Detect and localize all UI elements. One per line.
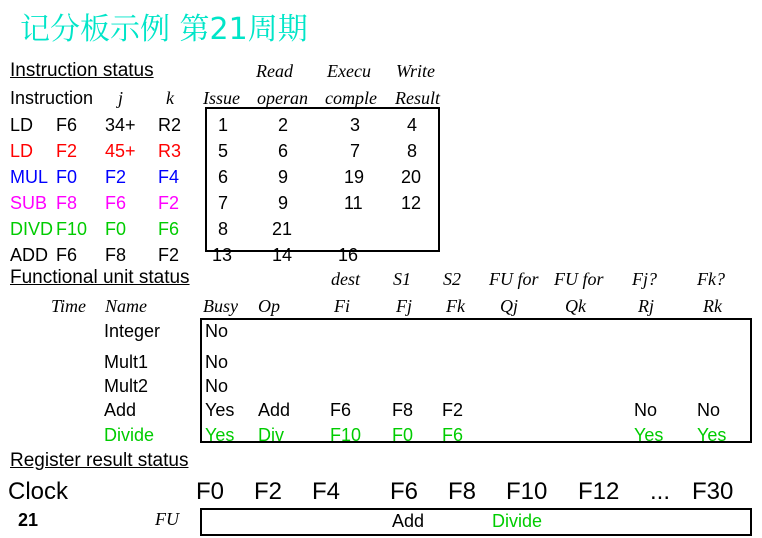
table-row: Divide <box>104 425 155 445</box>
table-row: 21 <box>272 219 293 239</box>
table-row: No <box>205 376 229 396</box>
register-header-f6: F6 <box>390 478 419 505</box>
table-row: Mult1 <box>104 352 149 372</box>
table-row: 7 <box>350 141 361 161</box>
table-row: 8 <box>407 141 418 161</box>
table-row: SUB <box>10 193 48 213</box>
table-row: MUL <box>10 167 49 187</box>
instr-header-read-operands: operan <box>257 88 308 108</box>
fu-header-rk: Rk <box>703 296 722 316</box>
instr-header-exec-complete: comple <box>325 88 377 108</box>
fu-header-op: Op <box>258 296 280 316</box>
fu-header-dest: dest <box>331 269 360 289</box>
table-row: 20 <box>401 167 422 187</box>
table-row: 11 <box>344 193 363 213</box>
table-row: 6 <box>218 167 229 187</box>
table-row: F2 <box>158 193 180 213</box>
instr-header-write-result: Result <box>395 88 440 108</box>
table-row: F2 <box>158 245 180 265</box>
fu-header-fi: Fi <box>334 296 350 316</box>
table-row: 45+ <box>105 141 136 161</box>
fu-header-name: Name <box>105 296 147 316</box>
page-title: 记分板示例 第21周期 <box>20 12 308 47</box>
register-header-f10: F10 <box>506 478 548 505</box>
fu-header-qk: Qk <box>565 296 586 316</box>
table-row: F0 <box>105 219 127 239</box>
table-row: Yes <box>205 400 235 420</box>
table-row: F6 <box>330 400 352 420</box>
table-row: 9 <box>278 167 289 187</box>
register-result-table-box <box>200 508 752 536</box>
table-row: Yes <box>697 425 727 445</box>
fu-header-busy: Busy <box>203 296 238 316</box>
table-row: F6 <box>56 245 78 265</box>
register-header-f2: F2 <box>254 478 283 505</box>
table-row: 5 <box>218 141 229 161</box>
table-row: No <box>634 400 658 420</box>
instruction-status-heading: Instruction status <box>10 60 154 81</box>
fu-header-s1: S1 <box>393 269 411 289</box>
table-row: Integer <box>104 321 161 341</box>
register-header-f12: F12 <box>578 478 620 505</box>
table-row: F6 <box>442 425 464 445</box>
register-header-f4: F4 <box>312 478 341 505</box>
table-row: F8 <box>56 193 78 213</box>
clock-label: Clock <box>8 478 69 505</box>
instr-header-j: j <box>118 88 124 108</box>
table-row: ADD <box>10 245 49 265</box>
table-row: F2 <box>442 400 464 420</box>
table-row: 8 <box>218 219 229 239</box>
table-row: No <box>697 400 721 420</box>
fu-header-fj: Fj <box>396 296 412 316</box>
fu-header-time: Time <box>51 296 87 316</box>
table-row: R2 <box>158 115 182 135</box>
fu-header-fk-ready: Fk? <box>697 269 725 289</box>
table-row: 2 <box>278 115 289 135</box>
table-row: 9 <box>278 193 289 213</box>
register-result-status-heading: Register result status <box>10 450 189 471</box>
table-row: Div <box>258 425 284 445</box>
register-header-f0: F0 <box>196 478 225 505</box>
table-row: F8 <box>105 245 127 265</box>
instr-header-read: Read <box>256 61 293 81</box>
table-row: LD <box>10 141 34 161</box>
table-row: 6 <box>278 141 289 161</box>
register-header-f8: F8 <box>448 478 477 505</box>
table-row: F6 <box>158 219 180 239</box>
table-row: 13 <box>212 245 233 265</box>
functional-unit-status-heading: Functional unit status <box>10 267 190 288</box>
table-row: Mult2 <box>104 376 149 396</box>
table-row: 14 <box>272 245 293 265</box>
fu-header-fu-for-k: FU for <box>554 269 604 289</box>
table-row: 3 <box>350 115 361 135</box>
fu-header-fk: Fk <box>446 296 465 316</box>
table-row: F6 <box>56 115 78 135</box>
table-row: F10 <box>330 425 362 445</box>
fu-header-fj-ready: Fj? <box>632 269 657 289</box>
instr-header-issue: Issue <box>203 88 240 108</box>
table-row: 12 <box>401 193 422 213</box>
table-row: DIVD <box>10 219 54 239</box>
table-row: 34+ <box>105 115 136 135</box>
table-row: Add <box>258 400 291 420</box>
fu-label: FU <box>155 509 179 529</box>
fu-header-s2: S2 <box>443 269 461 289</box>
table-row: F2 <box>105 167 127 187</box>
instr-header-instruction: Instruction <box>10 88 94 108</box>
table-row: F8 <box>392 400 414 420</box>
table-row: Yes <box>205 425 235 445</box>
table-row: Yes <box>634 425 664 445</box>
register-header-f30: F30 <box>692 478 734 505</box>
register-value-f10: Divide <box>492 511 543 531</box>
instr-header-k: k <box>166 88 174 108</box>
instr-header-write: Write <box>396 61 435 81</box>
fu-header-fu-for-j: FU for <box>489 269 539 289</box>
table-row: F6 <box>105 193 127 213</box>
table-row: 19 <box>344 167 365 187</box>
table-row: 1 <box>218 115 229 135</box>
table-row: F2 <box>56 141 78 161</box>
table-row: F0 <box>392 425 414 445</box>
clock-value: 21 <box>18 510 39 530</box>
table-row: R3 <box>158 141 182 161</box>
table-row: F10 <box>56 219 88 239</box>
register-value-f6: Add <box>392 511 425 531</box>
register-header-ellipsis: ... <box>650 478 671 505</box>
fu-header-rj: Rj <box>638 296 654 316</box>
table-row: 4 <box>407 115 418 135</box>
table-row: 16 <box>338 245 359 265</box>
table-row: Add <box>104 400 137 420</box>
table-row: No <box>205 321 229 341</box>
table-row: F0 <box>56 167 78 187</box>
instr-header-execu: Execu <box>327 61 371 81</box>
table-row: No <box>205 352 229 372</box>
table-row: 7 <box>218 193 229 213</box>
fu-header-qj: Qj <box>500 296 518 316</box>
table-row: LD <box>10 115 34 135</box>
table-row: F4 <box>158 167 180 187</box>
